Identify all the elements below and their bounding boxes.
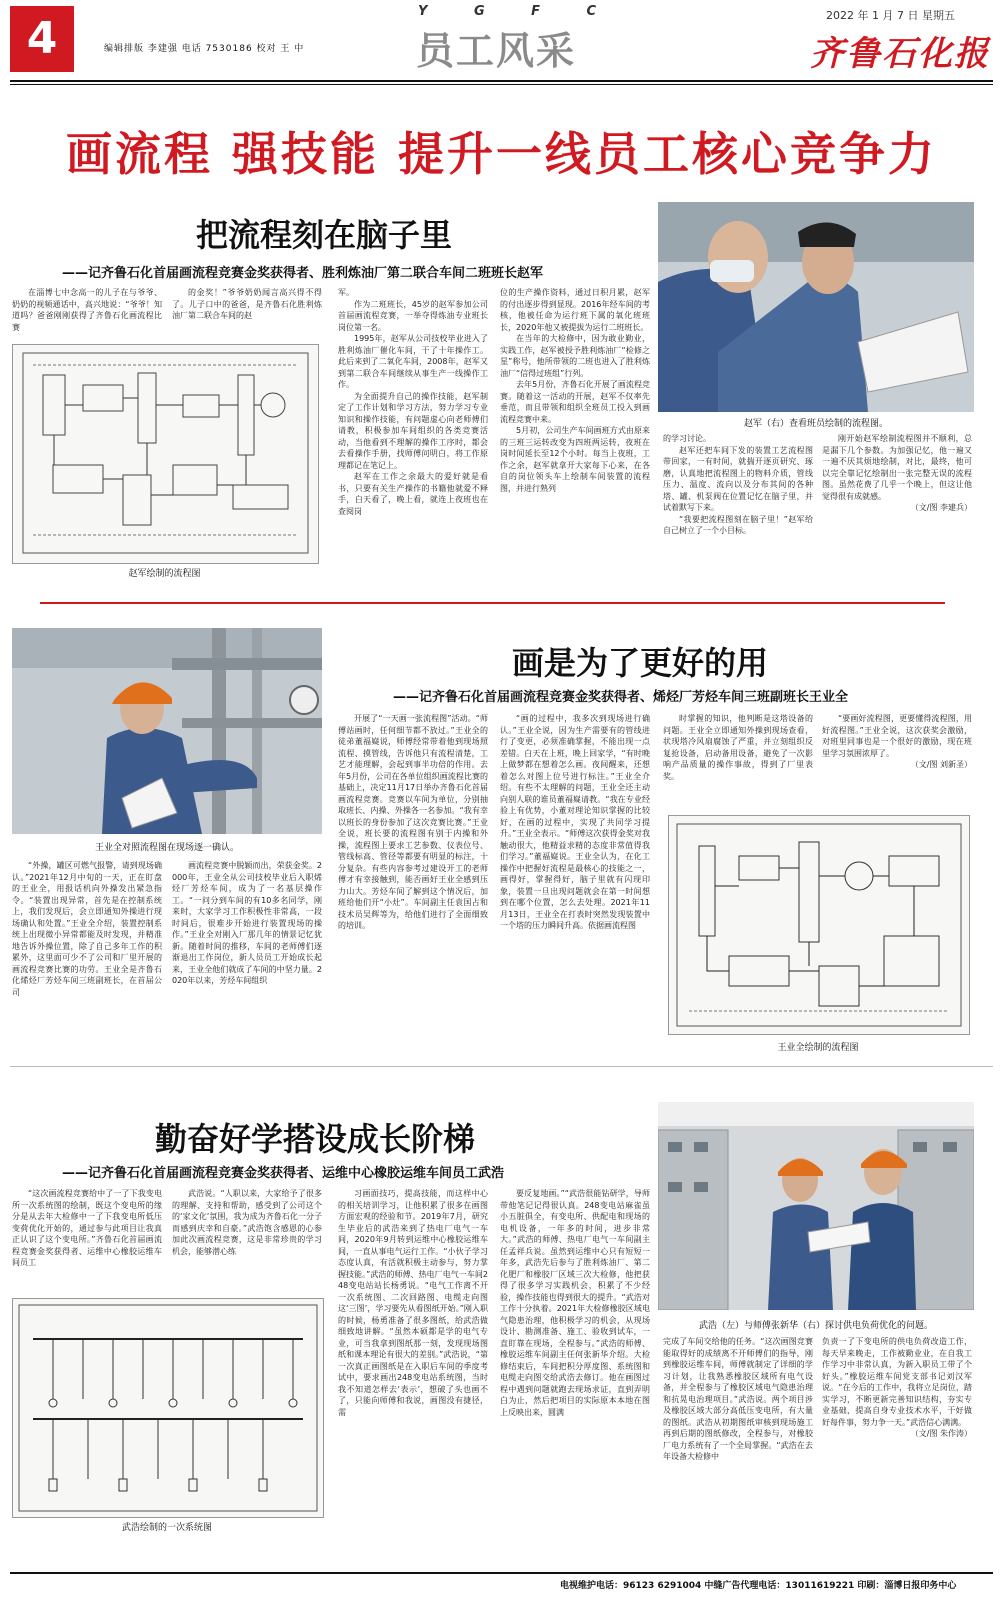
- article3-text-col5: 完成了车间交给他的任务。“这次画图竞赛能取得好的成绩离不开师傅们的指导，刚到橡胶运维车间，师傅就制定了详细的学习计划，让我熟悉橡胶区域所有电气设备，并全程参与了橡胶区域电气隐患治理和抗晃电治理项目。”武浩说。两个项目涉及橡胶区域大部分高低压变电所，有大量的图纸。武浩从初期图纸审核到现场施工再到后期的图纸修改，全程参与，对橡胶厂电力系统有了一个全局掌握。“武浩在去年设备大检修中: [663, 1337, 813, 1461]
- section-divider-1: [40, 602, 945, 604]
- section-divider-2: [10, 1066, 993, 1067]
- article1-title: 把流程刻在脑子里: [196, 216, 453, 254]
- article3-text-col2: 武浩说。“人职以来，大家给予了很多的理解、支持和帮助，感受到了公司这个的‘家文化’氛围，我为成为齐鲁石化一分子而感到庆幸和自豪。”武浩饱含感恩的心参加此次画流程竞赛，这是非常珍贵的学习机会，能够潜心练: [172, 1189, 322, 1256]
- article1-text-col4: 位的生产操作资料，通过日积月累，赵军的付出逐步得到显现。2016年经车间的考核，他被任命为运行班下属的氧化班班长，2020年他又被提拔为运行二班班长。 在当年的大检修中，因为敢业勤业，实践工作，赵军被授予胜利炼油厂“检修之星”称号，他所带领的二班也进入了胜利炼油厂“信得过班组”行列。 去年5月份，齐鲁石化开展了画流程竞赛。随着这一活动的开展，赵军不仅率先垂范，而且带领和组织全班员工投入到画流程竞赛中来。 5月初，公司生产车间画班方式由原来的三班三运转改变为四班两运转，夜班在岗时间延长至12个小时。每当上夜班，工作之余，赵军就拿开大家每下心来，在各自的岗位领头车上绘制车间装置的流程图，并进行熟列: [500, 288, 650, 493]
- article2-text-colA: “外操，罐区可燃气报警，请到现场确认。”2021年12月中旬的一天，正在盯盘的王业全，用报话机向外操发出紧急指令。“装置出现异常，首先是在控制系统上，我们发现后，会立即通知外操进行现场确认和处置。”王业全介绍，装置控制系统上出现微小异常都能及时发现，并精准地告诉外操位置，除了自己多年工作的积累外，这里面可少不了公司和厂里开展的画流程竞赛比赛的功劳。王业全是齐鲁石化烯烃厂芳烃车间三班副班长，在首届公司: [12, 861, 162, 997]
- article2-subtitle: ——记齐鲁石化首届画流程竞赛金奖获得者、烯烃厂芳烃车间三班副班长王业全: [393, 690, 849, 705]
- main-headline: 画流程 强技能 提升一线员工核心竞争力: [65, 127, 938, 181]
- article1-diagram-caption: 赵军绘制的流程图: [128, 569, 201, 579]
- article3-credit: （文/图 朱作涛）: [910, 1429, 972, 1438]
- article2-text-colF: “要画好流程图，更要懂得流程图，用好流程图。”王业全说，这次获奖会激励，对班里同事也是一个很好的激励，现在班里学习氛围浓厚了。 （文/图 刘新圣）: [822, 714, 972, 769]
- issue-date: 2022 年 1 月 7 日 星期五: [826, 9, 955, 22]
- section-letters: Y G F C: [418, 4, 618, 19]
- article1-text-col3: 军。 作为二班班长，45岁的赵军参加公司首届画流程竞赛，一举夺得炼油专业班长岗位第一名。 1995年，赵军从公司技校毕业进入了胜利炼油厂催化车间，干了十年操作工。此后来到了二氧化车间，2008年，赵军又到第二联合车间继续从事生产一线操作工作。 为全面提升自己的操作技能，赵军制定了工作计划和学习方法，努力学习专业知识和操作技能，有问题虚心向老师傅们请教，积极参加车间组织的各类竞赛活动，当他看到不理解的操作工序时，都会去看操作手册，找师傅问明白，将工作原理都记在笔记上。 赵军在工作之余最大的爱好就是看书，只要有关生产操作的书籍他就爱不释手，白天看了，晚上看，就连上夜班也在查阅岗: [338, 288, 488, 516]
- article3-text-col1: “这次画流程竞赛给中了一了下我变电所一次系统图的绘制，既这个变电所的缘分是从去年大检修中一了下我变电所低压变荷优化开始的，通过参与此项目让我真正认识了这个变电所。”齐鲁石化首届画流程竞赛金奖获得者、运维中心橡胶运维车间员工: [12, 1189, 162, 1267]
- article1-text-col5: 的学习讨论。 赵军还把车间下发的装置工艺流程图带回家，一有时间，就揣开逐页研究、琢磨，认真地把流程图上的物料介质，管线压力、温度、流向以及分布其间的各种塔、罐、机泵阀在位置记忆在脑子里，并试着默写下来。 “我要把流程图刻在脑子里！”赵军给自己树立了一个小目标。: [663, 434, 813, 535]
- article2-diagram-caption: 王业全绘制的流程图: [777, 1043, 859, 1053]
- article3-diagram-caption: 武浩绘制的一次系统图: [121, 1523, 212, 1533]
- article1-text-col2b: [172, 338, 322, 342]
- article3-text-col6: 负责一了下变电所的供电负荷改造工作，每天早来晚走，工作被勤业业，在自我工作学习中非常认真，为新入职员工带了个好头。”橡胶运维车间党支部书记刘汉军说。“在今后的工作中，我将立足岗位，踏实学习，不断更新完善知识结构，夯实专业基础，提高自身专业技术水平，干好做好每件事，努力争一天。”武浩信心满满。 （文/图 朱作涛）: [822, 1337, 972, 1438]
- article2-text-colC: 开展了“一天画一张流程图”活动。“师傅站画时，任何细节都不放过。”王业全的徒弟董福嶷说，师傅经常带着他到现场照流程、摸管线，告诉他只有流程清楚，工艺才能理解，会起到事半功倍的作用。去年5月份，公司在各单位组织画流程比赛的基础上，决定11月17日举办齐鲁石化首届画流程竞赛。竞赛以车间为单位，分别抽取班长、内操、外操各一名参加。“我有幸以班长的身份参加了这次竞赛比赛。”王业全说，班长要的流程图有别于内操和外操，流程图上要求工艺参数、仪表位号、管线标高、管径等都要有明显的标注，十分复杂。有些内容参考过建设开工的老师傅才有幸接触到，能否画好王业全感到压力山大。芳烃车间了解到这个情况后，加班给他们开“小灶”。车间副主任袁国占和技术员吴辉等为，给他们进行了全面细致的培训。: [338, 714, 488, 930]
- page-number: 4: [10, 6, 74, 72]
- article2-text-colE: 时掌握的知识，他判断是这塔设备的问题。王业全立即通知外操到现场查看，状现塔冷风扇腐蚀了严重，并立刻组织反复抢设备，启动备用设备，避免了一次影响产品质量的操作事故，得到了厂里表奖。: [663, 714, 813, 781]
- article1-photo-caption: 赵军（右）查看班员绘制的流程图。: [743, 419, 888, 429]
- article3-title: 勤奋好学搭设成长阶梯: [155, 1120, 476, 1158]
- footer-contact: 电视维护电话：96123 6291004 中缝广告代理电话：13011619221 印刷：淄博日报印务中心: [560, 1581, 957, 1591]
- section-title: 员工风采: [415, 28, 576, 73]
- article1-credit: （文/图 李建兵）: [910, 503, 972, 512]
- article2-flow-diagram: [668, 815, 970, 1035]
- article3-system-diagram: [12, 1298, 324, 1518]
- article1-text-col2: 的金奖！”爷爷奶奶闻言高兴得不得了。儿子口中的爸爸，是齐鲁石化胜利炼油厂第二联合车间的赵: [172, 288, 322, 320]
- footer-rule: [10, 1572, 993, 1574]
- article2-title: 画是为了更好的用: [512, 644, 769, 682]
- header-rule: [10, 80, 993, 82]
- article1-text-col6: 刚开始赵军绘制流程图并不顺利，总是漏下几个参数。为加强记忆，他一遍又一遍不厌其烦地绘制，对比，最终，他可以完全靠记忆绘制出一张完整无误的流程图。虽然花费了几乎一个晚上，但这让他觉得很有成就感。 （文/图 李建兵）: [822, 434, 972, 512]
- article2-text-colD: “画的过程中，我多次到现场进行确认。”王业全说，因为生产需要有的管线进行了变更，必须准确掌握，不能出现一点差错。白天在上班，晚上回家学，“有时晚上做梦都在想着怎么画。夜间醒来，还想着怎么对图上位号进行标注。”王业全介绍。有些不太理解的问题，王业全还主动向别人联的谁员董福嶷请教。“我在专业经验上有优势，小董对理论知识掌握的比较好，在画的过程中，实现了共同学习提升。”王业全表示。“师傅这次获得金奖对我触动很大，他精益求精的态度非常值得我们学习。”董福嶷说。王业全认为，在化工操作中把握好流程是最核心的技能之一，画得好，掌握得好，脑子里就有闪现印象，装置一旦出现问题就会在第一时间想到在哪个位置，怎么去处理。2021年11月13日，王业全在打表时突然发现装置中一个塔的压力瞬间升高。依据画流程图: [500, 714, 650, 930]
- article1-photo: [658, 202, 974, 412]
- article3-text-col3: 习画面技巧，提高技能，而这样中心的相关培训学习，让他积累了很多在画图方面宏观的经验和节。2019年7月，研究生毕业后的武浩来到了热电厂电气一车间，2020年9月转到运维中心橡胶运维车间，一直从事电气运行工作。“小伙子学习态度认真，有活就积极主动参与，努力掌握技能。”武浩的师傅、热电厂电气一车间248变电站站长杨勇说。“电气工作离不开一次系统图、二次回路图、电缆走向图这‘三图’，学习要先从看图纸开始。”刚入职的时候，杨勇准备了很多图纸，给武浩做细致地讲解。“虽然本硕都是学的电气专业，可当我拿到图纸那一刻，发现现场图纸和课本理论有很大的差别。”武浩说，“第一次真正画图纸是在入职后车间的季度考试中，要求画出248变电站系统图，当时我不知道怎样去‘表示’，想破了头也画不了，只能向师傅和我说，画图没有捷径，需: [338, 1189, 488, 1417]
- article3-subtitle: ——记齐鲁石化首届画流程竞赛金奖获得者、运维中心橡胶运维车间员工武浩: [62, 1166, 505, 1181]
- article1-subtitle: ——记齐鲁石化首届画流程竞赛金奖获得者、胜利炼油厂第二联合车间二班班长赵军: [62, 266, 544, 281]
- editor-line: 编辑排版 李建强 电话 7530186 校对 王 中: [104, 44, 305, 54]
- masthead-logo: 齐鲁石化报: [810, 34, 990, 74]
- article2-photo: [12, 628, 322, 834]
- article1-flow-diagram: [12, 344, 319, 564]
- article2-credit: （文/图 刘新圣）: [910, 760, 972, 769]
- article3-photo-caption: 武浩（左）与师傅张新华（右）探讨供电负荷优化的问题。: [698, 1321, 933, 1331]
- article3-photo: [658, 1102, 974, 1310]
- header-rule-thin: [10, 84, 993, 85]
- article2-photo-caption: 王业全对照流程图在现场逐一确认。: [94, 843, 239, 853]
- article3-text-col4: 要反复地画。”“武浩很能钻研学，导师带他笔记记得很认真。248变电站麻雀虽小五脏俱全，有变电所、供配电和现场的电机设备，一年多的时间，进步非常大。”武浩的师傅、热电厂电气一车间副主任孟祥兵说。虽然到运维中心只有短短一年多，武浩先后参与了胜利炼油厂、第二化肥厂和橡胶厂区域三次大检修，他把获得了很多学习实践机会，积累了不少经验，操作技能也得到很大的提升。“武浩对工作十分执着。2021年大检修橡胶区域电气隐患治理，他积极学习的机会，从现场设计、勘测准备、施工、验收到试车，一直盯靠在现场，全程参与。”武浩的师傅、橡胶运维车间副主任何张新华介绍。大检修结束后，车间把积分厚度图、系统图和电缆走向图交给武浩去修订。他在画图过程中遇到问题就跑去现场求证，直到弄明白为止，然后把项目的实际原本本地在图上反映出来，圆满: [500, 1189, 650, 1417]
- article2-text-colB: 画流程竞赛中脱颖而出，荣获金奖。2000年，王业全从公司技校毕业后入职烯烃厂芳烃车间，成为了一名基层操作工。“一问分到车间的有10多名同学，刚来时，大家学习工作积极性非常高，一段时间后，很难步开始进行装置现场的操作。”王业全对刚入厂那几年的情景记忆犹新。随着时间的推移，车间的老师傅们逐渐退出工作岗位，新人员员工开始成长起来，王业全他们就成了车间的中坚力量。2020年以来，芳烃车间组织: [172, 861, 322, 985]
- article1-text-col1: 在淄博七中念高一的儿子在与爷爷、奶奶的视频通话中，高兴地说：“爷爷！知道吗？爸爸刚刚获得了齐鲁石化画流程比赛: [12, 288, 162, 332]
